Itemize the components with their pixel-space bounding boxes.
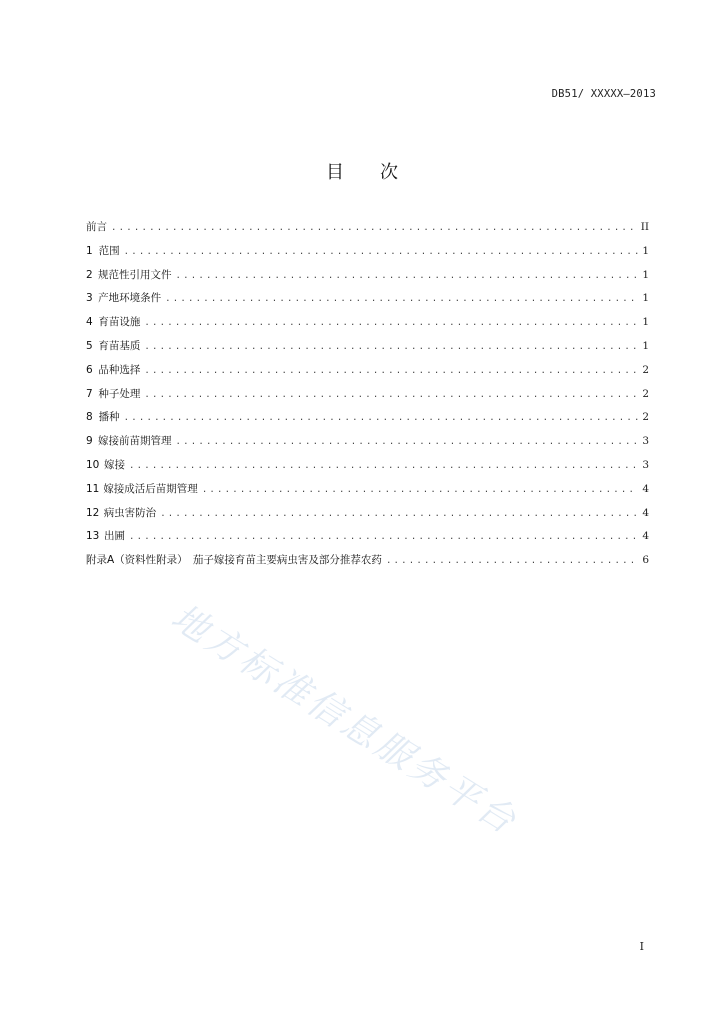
toc-entry-6[interactable]	[86, 359, 649, 383]
toc-entry-label: 育苗基质	[98, 339, 141, 352]
page-number: I	[639, 940, 644, 953]
toc-dot-leader	[124, 407, 639, 430]
toc-entry-appendix-a[interactable]	[86, 549, 649, 573]
toc-entry-label: 出圃	[103, 530, 125, 543]
toc-dot-leader	[144, 312, 638, 335]
toc-entry-label: 范围	[98, 244, 120, 257]
toc-entry-label: 嫁接	[103, 458, 125, 471]
toc-entry-number: 12	[86, 506, 100, 519]
toc-entry-number: 8	[86, 411, 93, 424]
toc-entry-label: （资料性附录） 茄子嫁接育苗主要病虫害及部分推荐农药	[114, 554, 382, 567]
toc-entry-label: 嫁接前苗期管理	[98, 435, 172, 448]
toc-dot-leader	[144, 384, 638, 407]
toc-entry-number: 4	[86, 316, 93, 329]
toc-entry-label: 前言	[86, 221, 107, 233]
toc-entry-page: 3	[642, 435, 649, 448]
toc-entry-label: 病虫害防治	[103, 506, 157, 519]
toc-entry-page: 2	[642, 363, 649, 376]
toc-entry-label: 品种选择	[98, 363, 141, 376]
toc-entry-page: 2	[642, 387, 649, 400]
title-char-left: 目	[326, 162, 344, 183]
toc-entry-number: 1	[86, 244, 93, 257]
toc-entry-9[interactable]	[86, 430, 649, 454]
toc-dot-leader	[160, 503, 638, 526]
toc-dot-leader	[176, 431, 639, 454]
toc-dot-leader	[129, 455, 638, 478]
toc-entry-page: 1	[642, 316, 649, 329]
toc-dot-leader	[386, 550, 638, 573]
toc-dot-leader	[129, 526, 638, 549]
toc-entry-label: 规范性引用文件	[98, 268, 172, 281]
toc-entry-number: 11	[86, 482, 100, 495]
toc-entry-page: II	[640, 221, 649, 233]
toc-entry-number: 10	[86, 458, 100, 471]
toc-entry-number: 5	[86, 339, 93, 352]
toc-entry-page: 4	[642, 530, 649, 543]
toc-entry-13[interactable]	[86, 525, 649, 549]
toc-entry-label: 播种	[98, 411, 120, 424]
toc-dot-leader	[144, 336, 638, 359]
toc-dot-leader	[111, 217, 637, 240]
toc-dot-leader	[202, 479, 639, 502]
toc-entry-page: 4	[642, 482, 649, 495]
toc-dot-leader	[124, 241, 639, 264]
toc-entry-12[interactable]	[86, 502, 649, 526]
toc-entry-10[interactable]	[86, 454, 649, 478]
toc-entry-8[interactable]	[86, 406, 649, 430]
toc-entry-1[interactable]	[86, 240, 649, 264]
title-char-right: 次	[380, 162, 398, 183]
toc-entry-number: 9	[86, 435, 93, 448]
toc-entry-page: 1	[642, 292, 649, 305]
toc-entry-page: 2	[642, 411, 649, 424]
toc-entry-page: 3	[642, 458, 649, 471]
toc-entry-label: 育苗设施	[98, 316, 141, 329]
toc-entry-label: 产地环境条件	[98, 292, 162, 305]
toc-entry-number: 3	[86, 292, 93, 305]
toc-entry-label: 种子处理	[98, 387, 141, 400]
toc-entry-foreword[interactable]	[86, 216, 649, 240]
toc-dot-leader	[165, 288, 638, 311]
toc-entry-3[interactable]	[86, 287, 649, 311]
toc-dot-leader	[176, 265, 639, 288]
toc-entry-page: 1	[642, 339, 649, 352]
toc-entry-4[interactable]	[86, 311, 649, 335]
table-of-contents	[86, 216, 649, 573]
toc-entry-page: 4	[642, 506, 649, 519]
toc-entry-11[interactable]	[86, 478, 649, 502]
toc-entry-number: 附录A	[86, 554, 115, 567]
watermark: 地方标准信息服务平台	[164, 596, 525, 844]
page-title	[0, 158, 724, 184]
toc-entry-page: 6	[642, 554, 649, 567]
toc-entry-5[interactable]	[86, 335, 649, 359]
toc-dot-leader	[144, 360, 638, 383]
document-code: DB51/ XXXXX—2013	[551, 88, 656, 100]
toc-entry-number: 2	[86, 268, 93, 281]
toc-entry-number: 6	[86, 363, 93, 376]
toc-entry-label: 嫁接成活后苗期管理	[103, 482, 198, 495]
toc-entry-page: 1	[642, 268, 649, 281]
toc-entry-7[interactable]	[86, 383, 649, 407]
toc-entry-number: 13	[86, 530, 100, 543]
toc-entry-page: 1	[642, 244, 649, 257]
toc-entry-2[interactable]	[86, 264, 649, 288]
toc-entry-number: 7	[86, 387, 93, 400]
